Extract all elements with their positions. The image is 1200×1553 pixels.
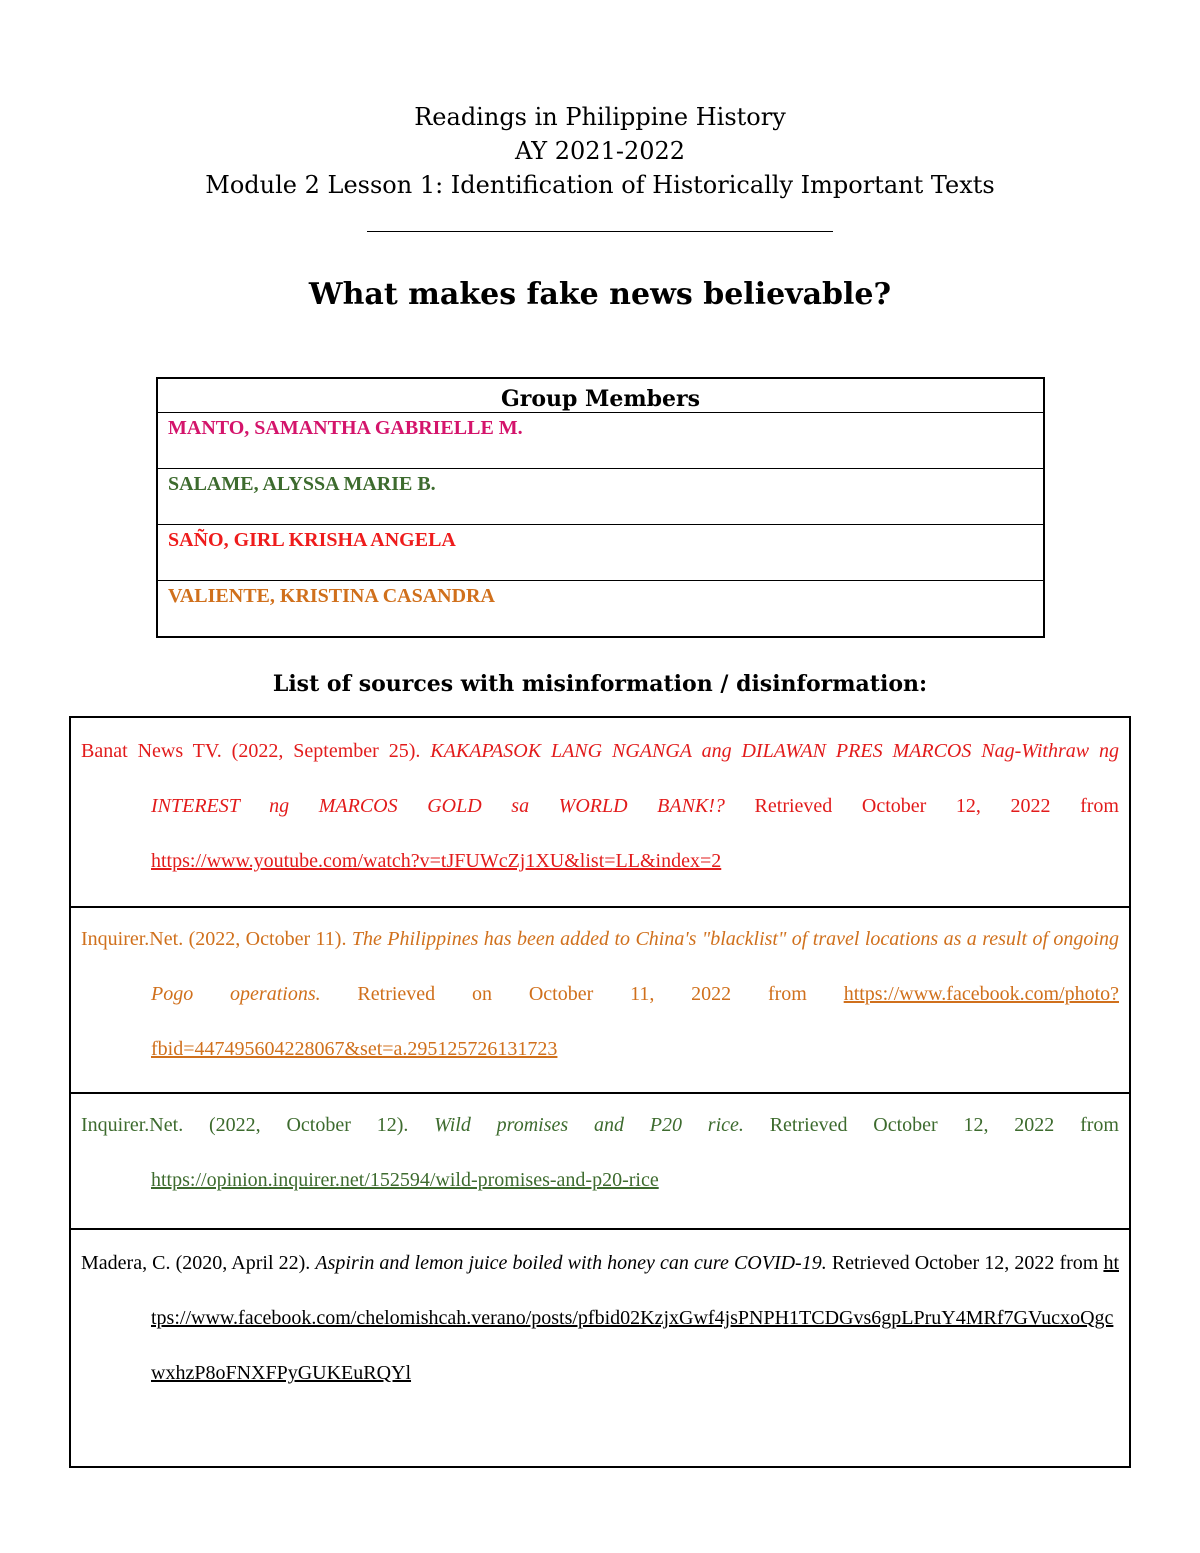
member-name: MANTO, SAMANTHA GABRIELLE M.	[157, 413, 1044, 469]
members-header-row	[157, 378, 1044, 413]
member-row	[157, 581, 1044, 638]
source-work-title: KAKAPASOK LANG NGANGA ang DILAWAN PRES MARCOS Nag-Withraw ng INTEREST ng MARCOS GOLD sa WORLD BANK!?	[151, 740, 1120, 817]
source-author: Banat News TV. (2022, September 25).	[81, 740, 431, 762]
source-row	[70, 907, 1130, 1093]
academic-year: AY 2021-2022	[514, 137, 686, 165]
source-work-title: Aspirin and lemon juice boiled with honey can cure COVID-19.	[315, 1252, 827, 1274]
source-cell	[70, 907, 1130, 1093]
source-link[interactable]: https://www.facebook.com/chelomishcah.verano/posts/pfbid02KzjxGwf4jsPNPH1TCDGvs6gpLPruY4MRf7GVucxoQgcwxhzP8oFNXFPyGUKEuRQYl	[151, 1252, 1119, 1384]
source-author: Inquirer.Net. (2022, October 12).	[81, 1114, 435, 1136]
page-title: What makes fake news believable?	[308, 277, 892, 312]
source-row	[70, 1229, 1130, 1467]
source-cell	[70, 717, 1130, 907]
source-link[interactable]: https://www.youtube.com/watch?v=tJFUWcZj1XU&list=LL&index=2	[151, 850, 722, 872]
sources-list-title: List of sources with misinformation / disinformation:	[272, 671, 928, 697]
source-cell	[70, 1229, 1130, 1467]
source-reference	[81, 724, 1119, 889]
member-row	[157, 525, 1044, 581]
source-retrieved: Retrieved October 12, 2022 from	[724, 795, 1119, 817]
member-name: SAÑO, GIRL KRISHA ANGELA	[157, 525, 1044, 581]
source-reference	[81, 1098, 1119, 1208]
module-lesson: Module 2 Lesson 1: Identification of Historically Important Texts	[205, 171, 995, 199]
source-author: Madera, C. (2020, April 22).	[81, 1252, 316, 1274]
group-members-table	[156, 377, 1045, 638]
member-name: SALAME, ALYSSA MARIE B.	[157, 469, 1044, 525]
source-reference	[81, 912, 1119, 1077]
member-name: VALIENTE, KRISTINA CASANDRA	[157, 581, 1044, 638]
course-title: Readings in Philippine History	[414, 103, 786, 131]
source-link[interactable]: https://opinion.inquirer.net/152594/wild-promises-and-p20-rice	[151, 1169, 659, 1191]
sources-table	[69, 716, 1131, 1468]
document-header	[0, 100, 1200, 202]
member-row	[157, 469, 1044, 525]
source-retrieved: Retrieved October 12, 2022 from	[826, 1252, 1104, 1274]
source-retrieved: Retrieved October 12, 2022 from	[743, 1114, 1119, 1136]
source-work-title: The Philippines has been added to China's "blacklist" of travel locations as a result of ongoing Pogo operations.	[151, 928, 1119, 1005]
header-divider	[367, 231, 833, 232]
member-row	[157, 413, 1044, 469]
members-heading: Group Members	[157, 378, 1044, 413]
source-cell	[70, 1093, 1130, 1229]
source-link[interactable]: https://www.facebook.com/photo?fbid=447495604228067&set=a.295125726131723	[151, 983, 1119, 1060]
source-retrieved: Retrieved on October 11, 2022 from	[320, 983, 844, 1005]
source-reference	[81, 1236, 1119, 1401]
source-author: Inquirer.Net. (2022, October 11).	[81, 928, 352, 950]
source-work-title: Wild promises and P20 rice.	[434, 1114, 744, 1136]
source-row	[70, 1093, 1130, 1229]
source-row	[70, 717, 1130, 907]
